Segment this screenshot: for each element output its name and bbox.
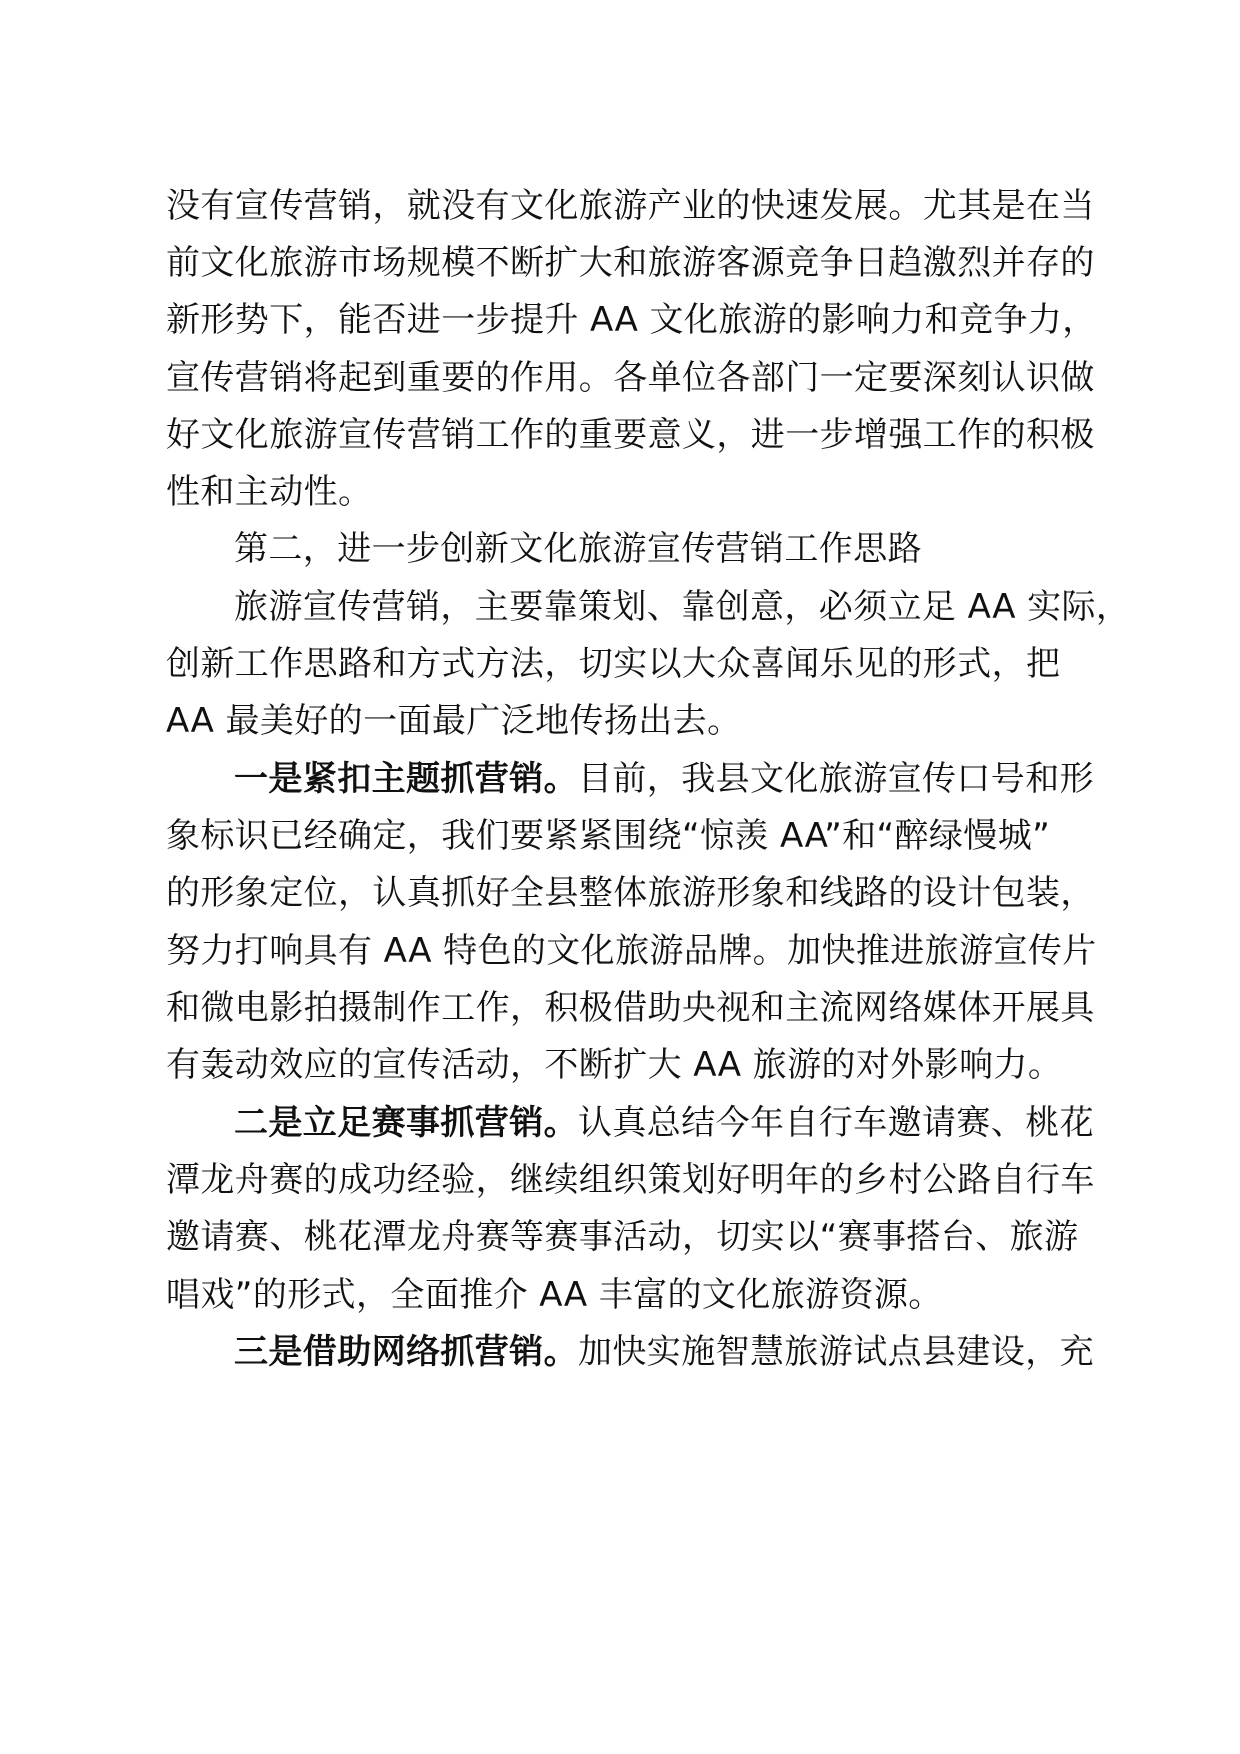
point-one-paragraph <box>234 757 1094 801</box>
intro-line: 旅游宣传营销，主要靠策划、靠创意，必须立足 AA 实际， <box>234 587 1131 627</box>
body-line: 前文化旅游市场规模不断扩大和旅游客源竞争日趋激烈并存的 <box>166 243 1095 283</box>
point-two-title: 二是立足赛事抓营销。 <box>234 1103 578 1143</box>
body-line: 的形象定位，认真抓好全县整体旅游形象和线路的设计包装， <box>166 873 1095 913</box>
section-heading: 第二，进一步创新文化旅游宣传营销工作思路 <box>234 529 922 569</box>
body-line: 有轰动效应的宣传活动，不断扩大 AA 旅游的对外影响力。 <box>166 1045 1063 1085</box>
point-three-text: 加快实施智慧旅游试点县建设，充 <box>578 1332 1094 1372</box>
body-line: 宣传营销将起到重要的作用。各单位各部门一定要深刻认识做 <box>166 358 1095 398</box>
point-two-paragraph <box>234 1101 1094 1145</box>
point-one-title: 一是紧扣主题抓营销。 <box>234 759 578 799</box>
body-line: 性和主动性。 <box>166 472 373 512</box>
point-three-title: 三是借助网络抓营销。 <box>234 1332 578 1372</box>
body-line: 唱戏”的形式，全面推介 AA 丰富的文化旅游资源。 <box>166 1275 943 1315</box>
body-line: 好文化旅游宣传营销工作的重要意义，进一步增强工作的积极 <box>166 415 1095 455</box>
body-line: 邀请赛、桃花潭龙舟赛等赛事活动，切实以“赛事搭台、旅游 <box>166 1217 1079 1257</box>
body-line: 没有宣传营销，就没有文化旅游产业的快速发展。尤其是在当 <box>166 186 1095 226</box>
body-line: 努力打响具有 AA 特色的文化旅游品牌。加快推进旅游宣传片 <box>166 931 1097 971</box>
point-one-text: 目前，我县文化旅游宣传口号和形 <box>578 759 1094 799</box>
body-line: 潭龙舟赛的成功经验，继续组织策划好明年的乡村公路自行车 <box>166 1160 1095 1200</box>
body-line: 象标识已经确定，我们要紧紧围绕“惊羡 AA”和“醉绿慢城” <box>166 816 1051 856</box>
point-two-text: 认真总结今年自行车邀请赛、桃花 <box>578 1103 1094 1143</box>
intro-line: 创新工作思路和方式方法，切实以大众喜闻乐见的形式，把 <box>166 644 1061 684</box>
body-line: 和微电影拍摄制作工作，积极借助央视和主流网络媒体开展具 <box>166 988 1095 1028</box>
point-three-paragraph <box>234 1330 1094 1374</box>
intro-line: AA 最美好的一面最广泛地传扬出去。 <box>166 701 742 741</box>
body-line: 新形势下，能否进一步提升 AA 文化旅游的影响力和竞争力， <box>166 300 1097 340</box>
